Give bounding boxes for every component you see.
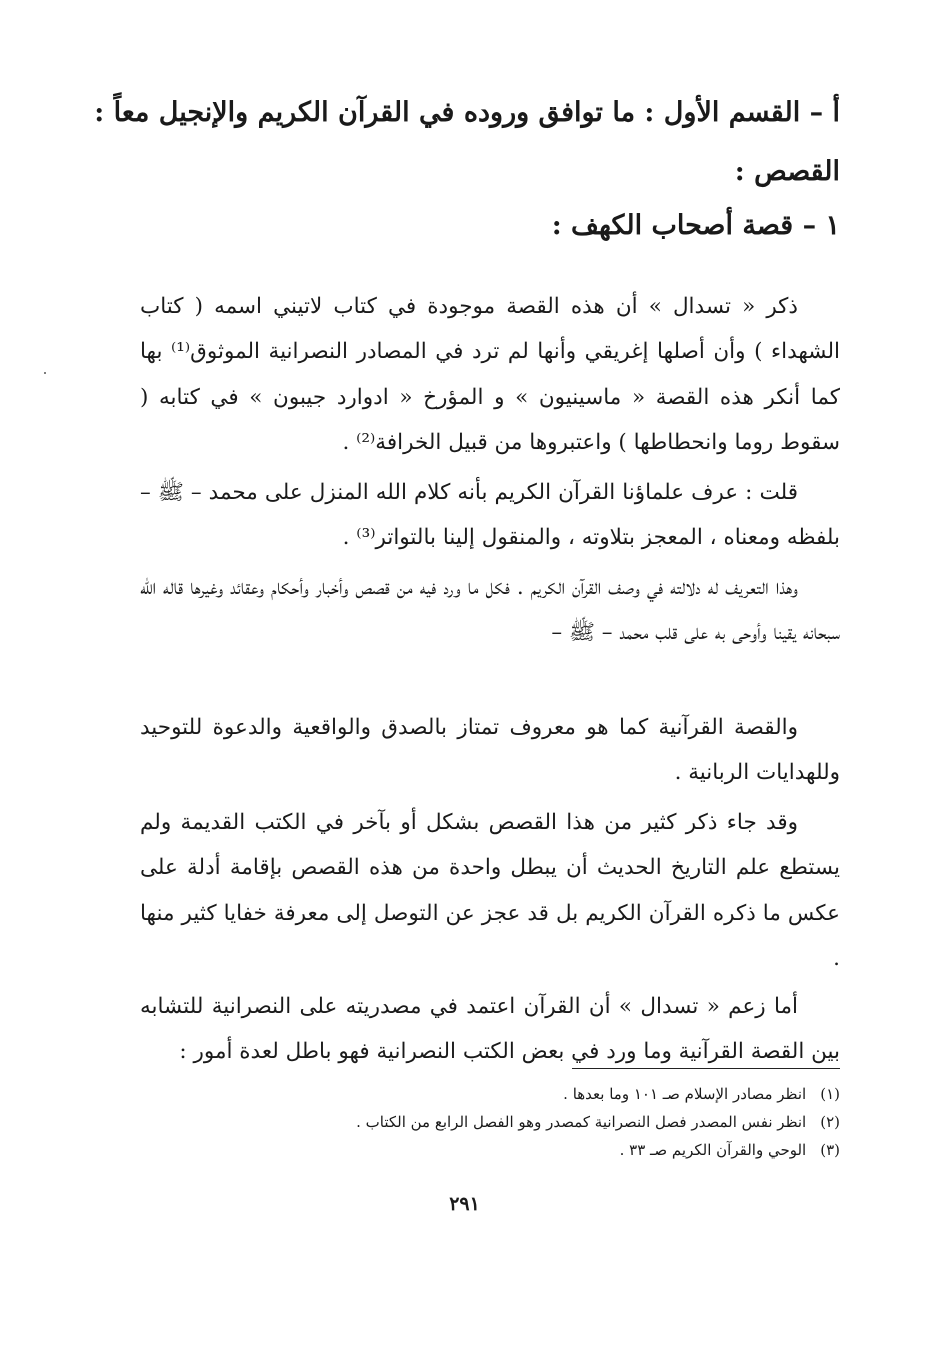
paragraph-5: وقد جاء ذكر كثير من هذا القصص بشكل أو بآخر في الكتب القديمة ولم يستطع علم التاريخ الحديث أن يبطل واحدة من هذه القصص بإقامة أدلة على عكس ما ذكره القرآن الكريم بل قد عجز عن التوصل إلى معرفة خفايا كثير منها . bbox=[140, 809, 840, 971]
footnote-text: انظر مصادر الإسلام صـ ١٠١ وما بعدها . bbox=[563, 1085, 807, 1103]
story-title: ١ – قصة أصحاب الكهف : bbox=[551, 210, 840, 241]
page-number: ٢٩١ bbox=[449, 1193, 480, 1215]
footnote-number: (٣) bbox=[820, 1141, 840, 1159]
paragraph-1: ذكر « تسدال » أن هذه القصة موجودة في كتاب لاتيني اسمه ( كتاب الشهداء ) وأن أصلها إغريقي وأنها لم ترد في المصادر النصرانية الموثوق⁽¹⁾ بها كما أنكر هذه القصة « ماسينيون » و المؤرخ « ادوارد جيبون » في كتابه ( سقوط روما وانحطاطها ) واعتبروها من قبيل الخرافة⁽²⁾ . bbox=[140, 293, 840, 455]
footnote-text: الوحي والقرآن الكريم صـ ٣٣ . bbox=[619, 1141, 807, 1159]
footnote-text: انظر نفس المصدر فصل النصرانية كمصدر وهو الفصل الرابع من الكتاب . bbox=[356, 1113, 807, 1131]
footnote-1 bbox=[140, 1080, 840, 1108]
margin-dot bbox=[44, 372, 46, 374]
footnotes bbox=[140, 1080, 840, 1164]
section-title: أ – القسم الأول : ما توافق وروده في القرآن الكريم والإنجيل معاً : bbox=[94, 97, 840, 128]
subsection-title: القصص : bbox=[734, 156, 840, 187]
footnote-number: (١) bbox=[820, 1085, 840, 1103]
footnote-2 bbox=[140, 1108, 840, 1136]
footnote-number: (٢) bbox=[820, 1113, 840, 1131]
footnote-divider bbox=[572, 1068, 840, 1069]
paragraph-4: والقصة القرآنية كما هو معروف تمتاز بالصدق والواقعية والدعوة للتوحيد وللهدايات الربانية . bbox=[140, 714, 840, 785]
paragraph-2: قلت : عرف علماؤنا القرآن الكريم بأنه كلام الله المنزل على محمد – ﷺ – بلفظه ومعناه ، المعجز بتلاوته ، والمنقول إلينا بالتواتر⁽³⁾ . bbox=[140, 479, 840, 550]
paragraph-3: وهذا التعريف له دلالته في وصف القرآن الكريم . فكل ما ورد فيه من قصص وأخبار وأحكام وعقائد وغيرها قاله الله سبحانه يقينا وأوحى به على قلب محمد – ﷺ – bbox=[140, 574, 840, 645]
paragraph-6: أما زعم « تسدال » أن القرآن اعتمد في مصدريته على النصرانية للتشابه بين القصة القرآنية وما ورد في بعض الكتب النصرانية فهو باطل لعدة أمور : bbox=[140, 993, 840, 1064]
footnote-3 bbox=[140, 1136, 840, 1164]
